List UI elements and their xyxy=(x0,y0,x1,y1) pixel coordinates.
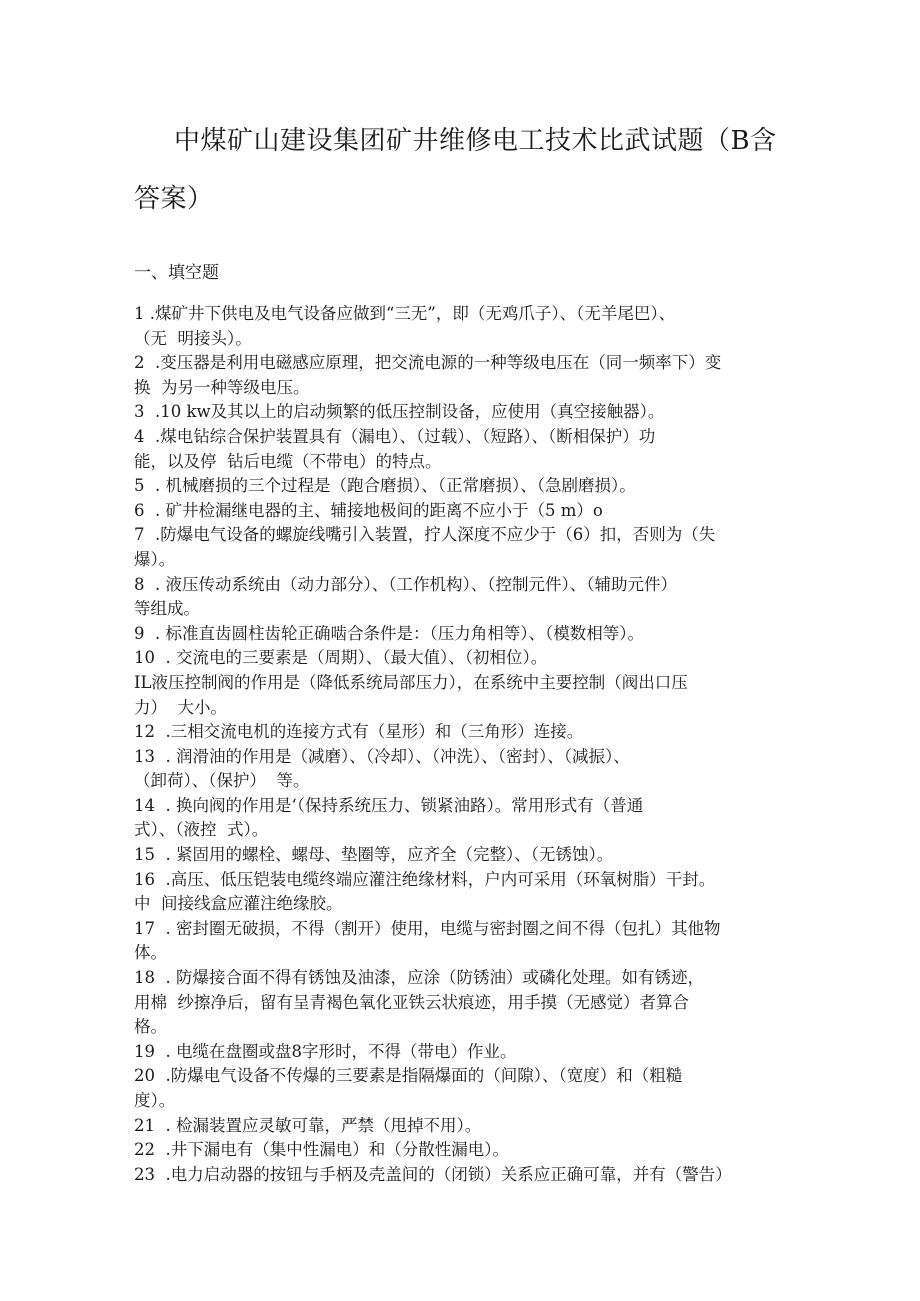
question-line: 12 .三相交流电机的连接方式有（星形）和（三角形）连接。 xyxy=(134,722,584,742)
document-title: 中煤矿山建设集团矿井维修电工技术比武试题（B含答案） xyxy=(134,126,777,214)
question-line: 用棉 纱擦净后，留有呈青褐色氧化亚铁云状痕迹，用手摸（无感觉）者算合 xyxy=(134,992,689,1012)
question-line: （无 明接头）。 xyxy=(134,328,252,348)
question-line: 中 间接线盒应灌注绝缘胶。 xyxy=(134,894,343,914)
question-line: 格。 xyxy=(134,1017,167,1037)
question-line: 8 . 液压传动系统由（动力部分）、（工作机构）、（控制元件）、（辅助元件） xyxy=(134,574,677,594)
question-line: （卸荷）、（保护） 等。 xyxy=(134,771,310,791)
question-line: 16 .高压、低压铠装电缆终端应灌注绝缘材料，户内可采用（环氧树脂）干封。 xyxy=(134,869,716,889)
question-line: 3 .10 kw及其以上的启动频繁的低压控制设备，应使用（真空接触器）。 xyxy=(134,402,665,422)
question-line: 15 . 紧固用的螺栓、螺母、垫圈等，应齐全（完整）、（无锈蚀）。 xyxy=(134,845,614,865)
question-line: 10 . 交流电的三要素是（周期）、（最大值）、（初相位）。 xyxy=(134,648,548,668)
question-line: 度）。 xyxy=(134,1091,176,1110)
question-line: 14 . 换向阀的作用是‘（保持系统压力、锁紧油路）。常用形式有（普通 xyxy=(134,795,644,815)
question-line: 22 .井下漏电有（集中性漏电）和（分散性漏电）。 xyxy=(134,1140,509,1160)
question-line: 力） 大小。 xyxy=(134,697,227,717)
question-line: 能，以及停 钻后电缆（不带电）的特点。 xyxy=(134,451,442,471)
question-line: 20 .防爆电气设备不传爆的三要素是指隔爆面的（间隙）、（宽度）和（粗糙 xyxy=(134,1066,683,1086)
question-line: 等组成。 xyxy=(134,599,200,619)
question-line: 23 .电力启动器的按钮与手柄及壳盖间的（闭锁）关系应正确可靠，并有（警告） xyxy=(134,1164,732,1184)
question-line: 式）、（液控 式）。 xyxy=(134,820,269,840)
question-line: 2 .变压器是利用电磁感应原理，把交流电源的一种等级电压在（同一频率下）变 xyxy=(134,353,722,373)
question-line: 19 . 电缆在盘圈或盘8字形时，不得（带电）作业。 xyxy=(134,1041,517,1061)
question-line: 17 . 密封圈无破损，不得（割开）使用，电缆与密封圈之间不得（包扎）其他物 xyxy=(134,918,721,938)
question-line: 9 . 标准直齿圆柱齿轮正确啮合条件是：（压力角相等）、（模数相等）。 xyxy=(134,623,644,643)
question-line: 13 . 润滑油的作用是（减磨）、（冷却）、（冲洗）、（密封）、（减振）、 xyxy=(134,746,630,766)
question-line: 5 . 机械磨损的三个过程是（跑合磨损）、（正常磨损）、（急剧磨损）。 xyxy=(134,476,636,496)
question-line: 6 . 矿井检漏继电器的主、辅接地极间的距离不应小于（5 m）o xyxy=(134,500,603,520)
question-list xyxy=(134,302,794,1187)
question-line: 21 . 检漏装置应灵敏可靠，严禁（甩掉不用）。 xyxy=(134,1115,482,1135)
question-line: 换 为另一种等级电压。 xyxy=(134,377,310,397)
question-line: 4 .煤电钻综合保护装置具有（漏电）、（过载）、（短路）、（断相保护）功 xyxy=(134,426,656,446)
question-line: 7 .防爆电气设备的螺旋线嘴引入装置，拧人深度不应少于（6）扣，否则为（失 xyxy=(134,525,716,545)
question-line: 体。 xyxy=(134,943,167,963)
section-heading: 一、填空题 xyxy=(134,263,219,283)
question-line: IL液压控制阀的作用是（降低系统局部压力），在系统中主要控制（阀出口压 xyxy=(134,672,688,692)
question-line: 18 . 防爆接合面不得有锈蚀及油漆，应涂（防锈油）或磷化处理。如有锈迹， xyxy=(134,968,704,988)
question-line: 1 .煤矿井下供电及电气设备应做到“三无”，即（无鸡爪子）、（无羊尾巴）、 xyxy=(134,304,676,323)
question-line: 爆）。 xyxy=(134,549,176,569)
